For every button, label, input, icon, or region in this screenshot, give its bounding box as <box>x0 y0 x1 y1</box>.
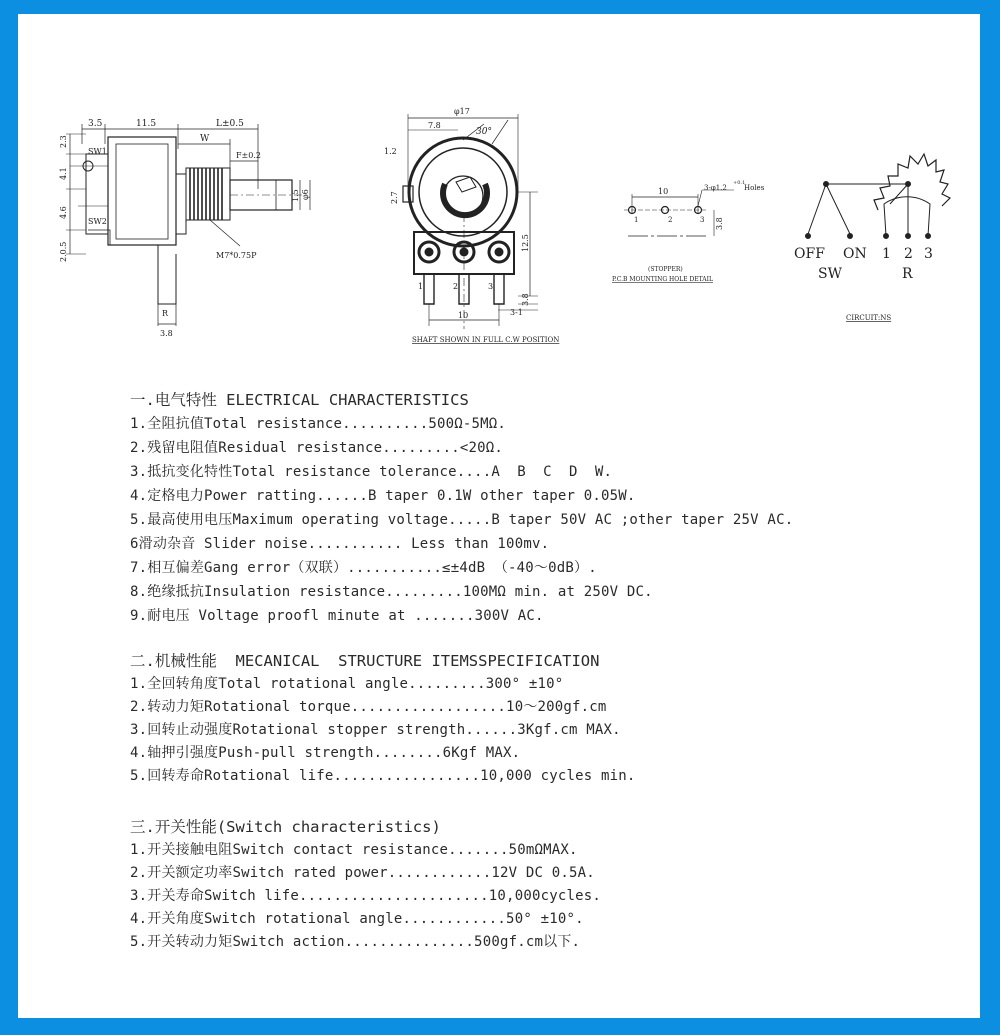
dim-1-2: 1.2 <box>384 147 397 156</box>
angle-30: 30° <box>476 127 492 137</box>
spec-line: 1.全阻抗值Total resistance..........500Ω-5MΩ. <box>130 416 507 432</box>
pin-label-3: 3 <box>488 282 494 291</box>
spec-line: 4.开关角度Switch rotational angle............50° ±10°. <box>130 911 584 927</box>
dim-7-8: 7.8 <box>428 121 441 130</box>
front-view-drawing <box>403 114 538 329</box>
technical-drawings <box>18 14 980 374</box>
circuit-caption: CIRCUIT:NS <box>846 314 892 322</box>
dim-left-3: 4.6 <box>59 206 68 219</box>
spec-line: 3.抵抗变化特性Total resistance tolerance....A B C D W. <box>130 464 613 480</box>
spec-line: 4.定格电力Power ratting......B taper 0.1W other taper 0.05W. <box>130 488 636 504</box>
front-view-labels <box>384 107 559 344</box>
dim-11-5: 11.5 <box>136 119 157 129</box>
spec-line: 5.回转寿命Rotational life.................10,000 cycles min. <box>130 768 636 784</box>
circuit-labels <box>794 246 933 322</box>
spec-line: 1.全回转角度Total rotational angle.........300° ±10° <box>130 676 564 692</box>
dim-3-5: 3.5 <box>88 119 103 129</box>
circuit-r: R <box>902 266 913 282</box>
spec-sheet <box>18 14 980 1018</box>
section-title: 二.机械性能 MECANICAL STRUCTURE ITEMSSPECIFICATION <box>130 652 600 670</box>
circuit-2: 2 <box>904 246 913 262</box>
spec-line: 5.最高使用电压Maximum operating voltage.....B taper 50V AC ;other taper 25V AC. <box>130 512 794 528</box>
sw1-label: SW1 <box>88 147 107 156</box>
spec-line: 7.相互偏差Gang error（双联）...........≤±4dB （-40～0dB）. <box>130 560 597 576</box>
pcb-caption: P.C.B MOUNTING HOLE DETAIL <box>612 276 713 283</box>
dim-3-8: 3.8 <box>521 293 530 306</box>
pcb-holes-suffix: Holes <box>744 184 765 192</box>
dim-left-1: 2.3 <box>59 135 68 148</box>
dim-dia-17: φ17 <box>454 107 470 116</box>
dim-f: F±0.2 <box>236 151 261 160</box>
pin-label-2: 2 <box>453 282 459 291</box>
pcb-dim-3-8: 3.8 <box>715 217 724 230</box>
pcb-caption-stopper: (STOPPER) <box>648 266 683 273</box>
spec-line: 1.开关接触电阻Switch contact resistance.......50mΩMAX. <box>130 842 578 858</box>
side-view-labels <box>59 119 310 338</box>
pcb-tol: +0.1 <box>733 180 746 186</box>
dim-3-1: 3-1 <box>510 308 523 317</box>
thread-label: M7*0.75P <box>216 251 257 260</box>
dim-left-4: 2.0.5 <box>59 241 68 262</box>
dim-bottom: 3.8 <box>160 329 173 338</box>
label-r: R <box>162 309 169 318</box>
switch-characteristics-section <box>130 815 601 954</box>
dim-2-7: 2.7 <box>390 191 399 204</box>
electrical-characteristics-section <box>130 388 793 628</box>
dim-right-2: φ6 <box>301 189 310 200</box>
spec-line: 8.绝缘抵抗Insulation resistance.........100MΩ min. at 250V DC. <box>130 584 653 600</box>
circuit-sw: SW <box>818 266 842 282</box>
circuit-1: 1 <box>882 246 891 262</box>
pcb-pin-3: 3 <box>700 216 705 224</box>
spec-line: 6滑动杂音 Slider noise........... Less than 100mv. <box>130 536 550 552</box>
dim-l: L±0.5 <box>216 119 244 129</box>
spec-line: 5.开关转动力矩Switch action...............500gf.cm以下. <box>130 934 581 950</box>
circuit-off: OFF <box>794 246 825 262</box>
front-view-caption: SHAFT SHOWN IN FULL C.W POSITION <box>412 336 560 344</box>
dim-w: W <box>200 134 210 144</box>
circuit-3: 3 <box>924 246 933 262</box>
sw2-label: SW2 <box>88 217 107 226</box>
section-title: 三.开关性能(Switch characteristics) <box>130 818 441 836</box>
spec-line: 3.回转止动强度Rotational stopper strength......3Kgf.cm MAX. <box>130 722 621 738</box>
dim-10: 10 <box>458 311 469 320</box>
pin-label-1: 1 <box>418 282 424 291</box>
spec-line: 2.开关额定功率Switch rated power............12V DC 0.5A. <box>130 865 595 881</box>
spec-line: 2.转动力矩Rotational torque..................10～200gf.cm <box>130 699 607 715</box>
spec-line: 9.耐电压 Voltage proofl minute at .......300V AC. <box>130 608 544 624</box>
dim-right-1: 1.5 <box>291 189 300 202</box>
circuit-on: ON <box>843 246 867 262</box>
pcb-holes-label: 3-φ1.2 <box>704 184 727 192</box>
mechanical-structure-section <box>130 649 636 788</box>
pcb-view-labels <box>612 180 765 283</box>
spec-line: 3.开关寿命Switch life......................10,000cycles. <box>130 888 601 904</box>
pcb-pin-1: 1 <box>634 216 639 224</box>
pcb-pin-2: 2 <box>668 216 673 224</box>
dim-left-2: 4.1 <box>59 167 68 180</box>
dim-12-5: 12.5 <box>521 234 530 252</box>
spec-line: 4.轴押引强度Push-pull strength........6Kgf MAX. <box>130 745 521 761</box>
section-title: 一.电气特性 ELECTRICAL CHARACTERISTICS <box>130 391 469 409</box>
spec-line: 2.残留电阻值Residual resistance.........<20Ω. <box>130 440 504 456</box>
circuit-diagram <box>806 154 951 239</box>
pcb-dim-10: 10 <box>658 187 669 196</box>
